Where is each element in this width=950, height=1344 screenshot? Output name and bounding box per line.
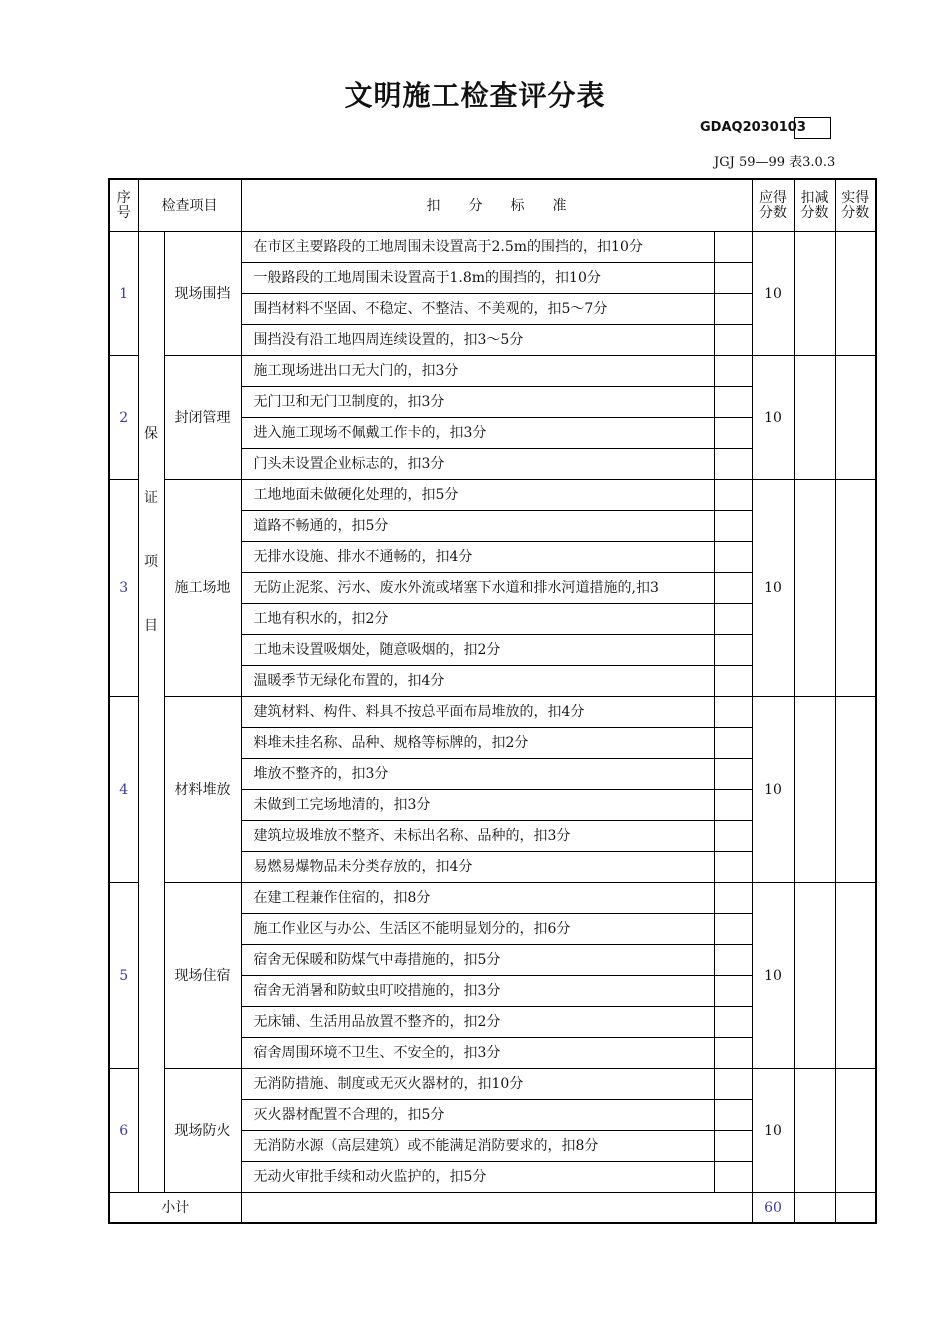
- criteria-deduction-cell: [714, 666, 752, 697]
- criteria-text: 易燃易爆物品未分类存放的，扣4分: [241, 852, 714, 883]
- criteria-text: 门头未设置企业标志的，扣3分: [241, 449, 714, 480]
- criteria-deduction-cell: [714, 263, 752, 294]
- criteria-deduction-cell: [714, 232, 752, 263]
- criteria-deduction-cell: [714, 449, 752, 480]
- item-due-score: 10: [752, 883, 794, 1069]
- criteria-text: 无动火审批手续和动火监护的，扣5分: [241, 1162, 714, 1193]
- criteria-text: 在市区主要路段的工地周围未设置高于2.5m的围挡的，扣10分: [241, 232, 714, 263]
- subtotal-label: 小计: [109, 1193, 241, 1224]
- criteria-text: 无防止泥浆、污水、废水外流或堵塞下水道和排水河道措施的,扣3: [241, 573, 714, 604]
- criteria-deduction-cell: [714, 604, 752, 635]
- table-row: [109, 697, 876, 728]
- criteria-text: 未做到工完场地清的，扣3分: [241, 790, 714, 821]
- table-row: [109, 232, 876, 263]
- criteria-text: 工地未设置吸烟处，随意吸烟的，扣2分: [241, 635, 714, 666]
- criteria-deduction-cell: [714, 573, 752, 604]
- criteria-text: 施工现场进出口无大门的，扣3分: [241, 356, 714, 387]
- criteria-deduction-cell: [714, 356, 752, 387]
- criteria-deduction-cell: [714, 759, 752, 790]
- item-name: 材料堆放: [164, 697, 241, 883]
- item-actual-score: [835, 356, 876, 480]
- criteria-deduction-cell: [714, 728, 752, 759]
- item-deduct-score: [794, 1069, 835, 1193]
- criteria-deduction-cell: [714, 542, 752, 573]
- criteria-deduction-cell: [714, 790, 752, 821]
- item-due-score: 10: [752, 1069, 794, 1193]
- criteria-deduction-cell: [714, 1007, 752, 1038]
- page-title: 文明施工检查评分表: [344, 79, 606, 112]
- subtotal-score: 60: [752, 1193, 794, 1224]
- criteria-text: 施工作业区与办公、生活区不能明显划分的，扣6分: [241, 914, 714, 945]
- criteria-text: 在建工程兼作住宿的，扣8分: [241, 883, 714, 914]
- item-actual-score: [835, 480, 876, 697]
- table-row: [109, 480, 876, 511]
- criteria-text: 围挡材料不坚固、不稳定、不整洁、不美观的，扣5～7分: [241, 294, 714, 325]
- criteria-deduction-cell: [714, 1038, 752, 1069]
- header-actual-score: 实得 分数: [835, 179, 876, 232]
- criteria-deduction-cell: [714, 294, 752, 325]
- criteria-deduction-cell: [714, 387, 752, 418]
- item-seq: 2: [109, 356, 138, 480]
- item-actual-score: [835, 883, 876, 1069]
- criteria-text: 进入施工现场不佩戴工作卡的，扣3分: [241, 418, 714, 449]
- subtotal-deduct: [794, 1193, 835, 1224]
- header-seq: 序 号: [109, 179, 138, 232]
- item-name: 封闭管理: [164, 356, 241, 480]
- item-seq: 6: [109, 1069, 138, 1193]
- criteria-text: 无消防措施、制度或无灭火器材的，扣10分: [241, 1069, 714, 1100]
- criteria-text: 宿舍无消暑和防蚊虫叮咬措施的，扣3分: [241, 976, 714, 1007]
- item-actual-score: [835, 697, 876, 883]
- criteria-deduction-cell: [714, 1131, 752, 1162]
- item-due-score: 10: [752, 697, 794, 883]
- item-actual-score: [835, 1069, 876, 1193]
- item-name: 现场防火: [164, 1069, 241, 1193]
- item-deduct-score: [794, 697, 835, 883]
- criteria-text: 工地有积水的，扣2分: [241, 604, 714, 635]
- criteria-text: 无排水设施、排水不通畅的，扣4分: [241, 542, 714, 573]
- criteria-deduction-cell: [714, 1162, 752, 1193]
- criteria-deduction-cell: [714, 852, 752, 883]
- standard-reference: JGJ 59—99 表3.0.3: [714, 155, 836, 170]
- criteria-deduction-cell: [714, 635, 752, 666]
- subtotal-actual: [835, 1193, 876, 1224]
- criteria-text: 无床铺、生活用品放置不整齐的，扣2分: [241, 1007, 714, 1038]
- item-deduct-score: [794, 356, 835, 480]
- criteria-deduction-cell: [714, 1069, 752, 1100]
- criteria-deduction-cell: [714, 883, 752, 914]
- criteria-text: 宿舍无保暖和防煤气中毒措施的，扣5分: [241, 945, 714, 976]
- item-seq: 4: [109, 697, 138, 883]
- criteria-deduction-cell: [714, 914, 752, 945]
- inspection-score-table: [108, 178, 877, 1224]
- criteria-text: 道路不畅通的，扣5分: [241, 511, 714, 542]
- header-item: 检查项目: [138, 179, 241, 232]
- item-due-score: 10: [752, 480, 794, 697]
- criteria-deduction-cell: [714, 697, 752, 728]
- item-seq: 1: [109, 232, 138, 356]
- item-name: 现场围挡: [164, 232, 241, 356]
- criteria-deduction-cell: [714, 480, 752, 511]
- item-actual-score: [835, 232, 876, 356]
- item-name: 施工场地: [164, 480, 241, 697]
- item-deduct-score: [794, 480, 835, 697]
- document-code-box: [794, 117, 831, 139]
- criteria-deduction-cell: [714, 976, 752, 1007]
- item-deduct-score: [794, 232, 835, 356]
- item-seq: 5: [109, 883, 138, 1069]
- item-deduct-score: [794, 883, 835, 1069]
- criteria-text: 一般路段的工地周围未设置高于1.8m的围挡的，扣10分: [241, 263, 714, 294]
- criteria-deduction-cell: [714, 821, 752, 852]
- table-row: [109, 883, 876, 914]
- criteria-text: 围挡没有沿工地四周连续设置的，扣3～5分: [241, 325, 714, 356]
- header-due-score: 应得 分数: [752, 179, 794, 232]
- header-criteria: 扣 分 标 准: [241, 179, 752, 232]
- criteria-deduction-cell: [714, 511, 752, 542]
- criteria-text: 建筑垃圾堆放不整齐、未标出名称、品种的，扣3分: [241, 821, 714, 852]
- header-deduct-score: 扣减 分数: [794, 179, 835, 232]
- criteria-text: 无消防水源（高层建筑）或不能满足消防要求的，扣8分: [241, 1131, 714, 1162]
- table-header-row: [109, 179, 876, 232]
- item-seq: 3: [109, 480, 138, 697]
- group-label-guarantee-items: 保 证 项 目: [138, 232, 164, 1193]
- item-due-score: 10: [752, 232, 794, 356]
- document-code: GDAQ2030103: [700, 120, 806, 135]
- criteria-deduction-cell: [714, 325, 752, 356]
- item-name: 现场住宿: [164, 883, 241, 1069]
- criteria-text: 宿舍周围环境不卫生、不安全的，扣3分: [241, 1038, 714, 1069]
- criteria-text: 料堆未挂名称、品种、规格等标牌的，扣2分: [241, 728, 714, 759]
- criteria-text: 建筑材料、构件、料具不按总平面布局堆放的，扣4分: [241, 697, 714, 728]
- subtotal-criteria-cell: [241, 1193, 752, 1224]
- criteria-text: 无门卫和无门卫制度的，扣3分: [241, 387, 714, 418]
- criteria-text: 灭火器材配置不合理的，扣5分: [241, 1100, 714, 1131]
- table-row: [109, 356, 876, 387]
- criteria-text: 工地地面未做硬化处理的，扣5分: [241, 480, 714, 511]
- criteria-deduction-cell: [714, 945, 752, 976]
- criteria-text: 堆放不整齐的，扣3分: [241, 759, 714, 790]
- subtotal-row: [109, 1193, 876, 1224]
- item-due-score: 10: [752, 356, 794, 480]
- criteria-text: 温暖季节无绿化布置的，扣4分: [241, 666, 714, 697]
- criteria-deduction-cell: [714, 1100, 752, 1131]
- table-row: [109, 1069, 876, 1100]
- criteria-deduction-cell: [714, 418, 752, 449]
